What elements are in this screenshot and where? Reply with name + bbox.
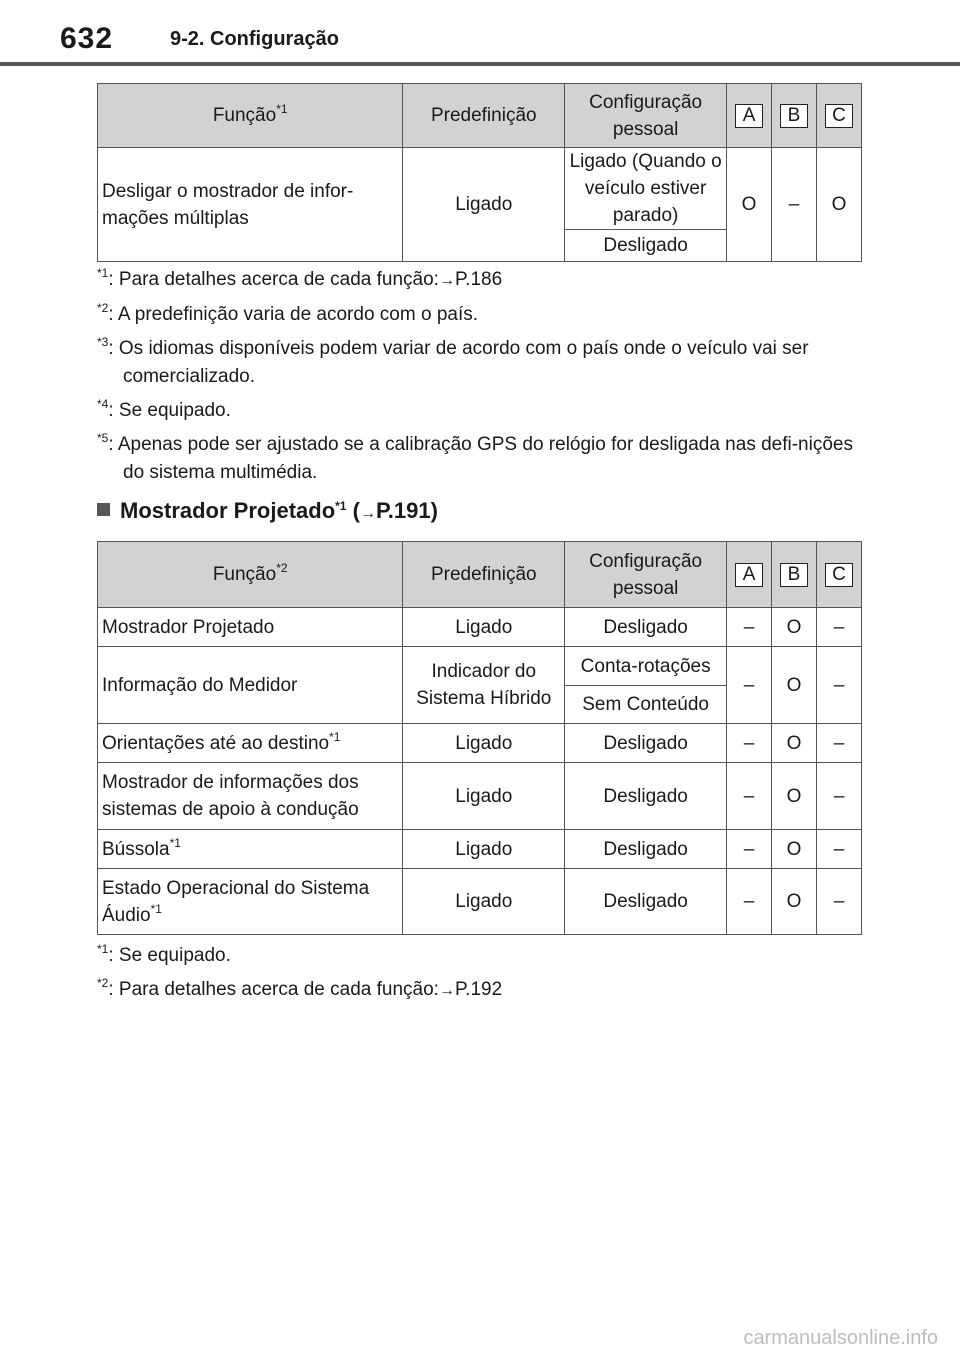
row-col-a: –	[727, 763, 772, 830]
settings-table-multi-info	[97, 83, 862, 262]
header-custom: Configuração pessoal	[565, 84, 727, 148]
square-bullet-icon	[97, 503, 110, 516]
header-function: Função$^{*1}$	[98, 84, 403, 148]
footnote: $^{*1}$: Se equipado.	[97, 942, 231, 966]
row-function: Desligar o mostrador de infor-mações múltiplas	[98, 148, 403, 262]
footnote: $^{*3}$: Os idiomas disponíveis podem variar de acordo com o país onde o veículo vai ser comercializado.	[97, 335, 809, 387]
row-col-b: O	[772, 647, 817, 724]
row-option: Sem Conteúdo	[565, 686, 727, 724]
subsection-heading: Mostrador Projetado$^{*1}$ (→P.191)	[97, 498, 438, 524]
footnote: $^{*2}$: Para detalhes acerca de cada função:→P.192	[97, 976, 503, 1000]
row-option: Ligado (Quando o veículo estiver parado)	[565, 148, 727, 230]
row-custom: Desligado	[565, 869, 727, 935]
row-col-a: O	[727, 148, 772, 262]
footnote: $^{*2}$: A predefinição varia de acordo com o país.	[97, 301, 479, 325]
table-row	[98, 869, 862, 935]
row-col-b: O	[772, 724, 817, 763]
row-default: Ligado	[403, 148, 565, 262]
row-col-c: –	[817, 763, 862, 830]
header-divider	[0, 62, 960, 66]
watermark: carmanualsonline.info	[743, 1327, 938, 1349]
row-function: Mostrador de informações dos sistemas de apoio à condução	[98, 763, 403, 830]
row-col-c: –	[817, 647, 862, 724]
settings-table-head-up	[97, 541, 862, 935]
row-custom: Desligado	[565, 608, 727, 647]
footnote: $^{*4}$: Se equipado.	[97, 397, 231, 421]
row-option: Desligado	[565, 230, 727, 262]
header-col-b: B	[772, 542, 817, 608]
row-function: Mostrador Projetado	[98, 608, 403, 647]
row-col-c: –	[817, 830, 862, 869]
header-col-c: C	[817, 84, 862, 148]
header-col-a: A	[727, 84, 772, 148]
footnote: $^{*1}$: Para detalhes acerca de cada função:→P.186	[97, 266, 503, 290]
row-col-a: –	[727, 647, 772, 724]
page-header	[0, 0, 960, 66]
table-row	[98, 763, 862, 830]
row-col-a: –	[727, 869, 772, 935]
table-row	[98, 148, 862, 230]
row-col-c: –	[817, 608, 862, 647]
header-col-b: B	[772, 84, 817, 148]
header-col-a: A	[727, 542, 772, 608]
row-col-b: O	[772, 830, 817, 869]
table-row	[98, 608, 862, 647]
row-col-a: –	[727, 724, 772, 763]
row-custom: Desligado	[565, 763, 727, 830]
row-custom: Desligado	[565, 724, 727, 763]
row-default: Indicador do Sistema Híbrido	[403, 647, 565, 724]
row-col-c: O	[817, 148, 862, 262]
row-default: Ligado	[403, 608, 565, 647]
footnotes-1	[97, 266, 867, 493]
section-title: 9-2. Configuração	[170, 28, 339, 50]
header-default: Predefinição	[403, 84, 565, 148]
header-col-c: C	[817, 542, 862, 608]
table-row	[98, 830, 862, 869]
row-default: Ligado	[403, 869, 565, 935]
row-function: Informação do Medidor	[98, 647, 403, 724]
row-default: Ligado	[403, 830, 565, 869]
row-function: Estado Operacional do Sistema Áudio$^{*1}$	[98, 869, 403, 935]
row-col-b: O	[772, 608, 817, 647]
row-col-b: –	[772, 148, 817, 262]
table-row	[98, 647, 862, 686]
table-row	[98, 724, 862, 763]
table-header-row	[98, 84, 862, 148]
row-col-b: O	[772, 763, 817, 830]
row-col-a: –	[727, 830, 772, 869]
row-option: Conta-rotações	[565, 647, 727, 686]
page-number: 632	[60, 22, 114, 55]
row-col-b: O	[772, 869, 817, 935]
row-function: Orientações até ao destino$^{*1}$	[98, 724, 403, 763]
row-default: Ligado	[403, 724, 565, 763]
table-header-row	[98, 542, 862, 608]
header-function: Função$^{*2}$	[98, 542, 403, 608]
footnote: $^{*5}$: Apenas pode ser ajustado se a calibração GPS do relógio for desligada nas defi-nições do sistema multimédia.	[97, 431, 853, 483]
row-col-a: –	[727, 608, 772, 647]
footnotes-2	[97, 942, 867, 1011]
row-col-c: –	[817, 869, 862, 935]
header-custom: Configuração pessoal	[565, 542, 727, 608]
row-function: Bússola$^{*1}$	[98, 830, 403, 869]
row-col-c: –	[817, 724, 862, 763]
row-custom: Desligado	[565, 830, 727, 869]
header-default: Predefinição	[403, 542, 565, 608]
row-default: Ligado	[403, 763, 565, 830]
